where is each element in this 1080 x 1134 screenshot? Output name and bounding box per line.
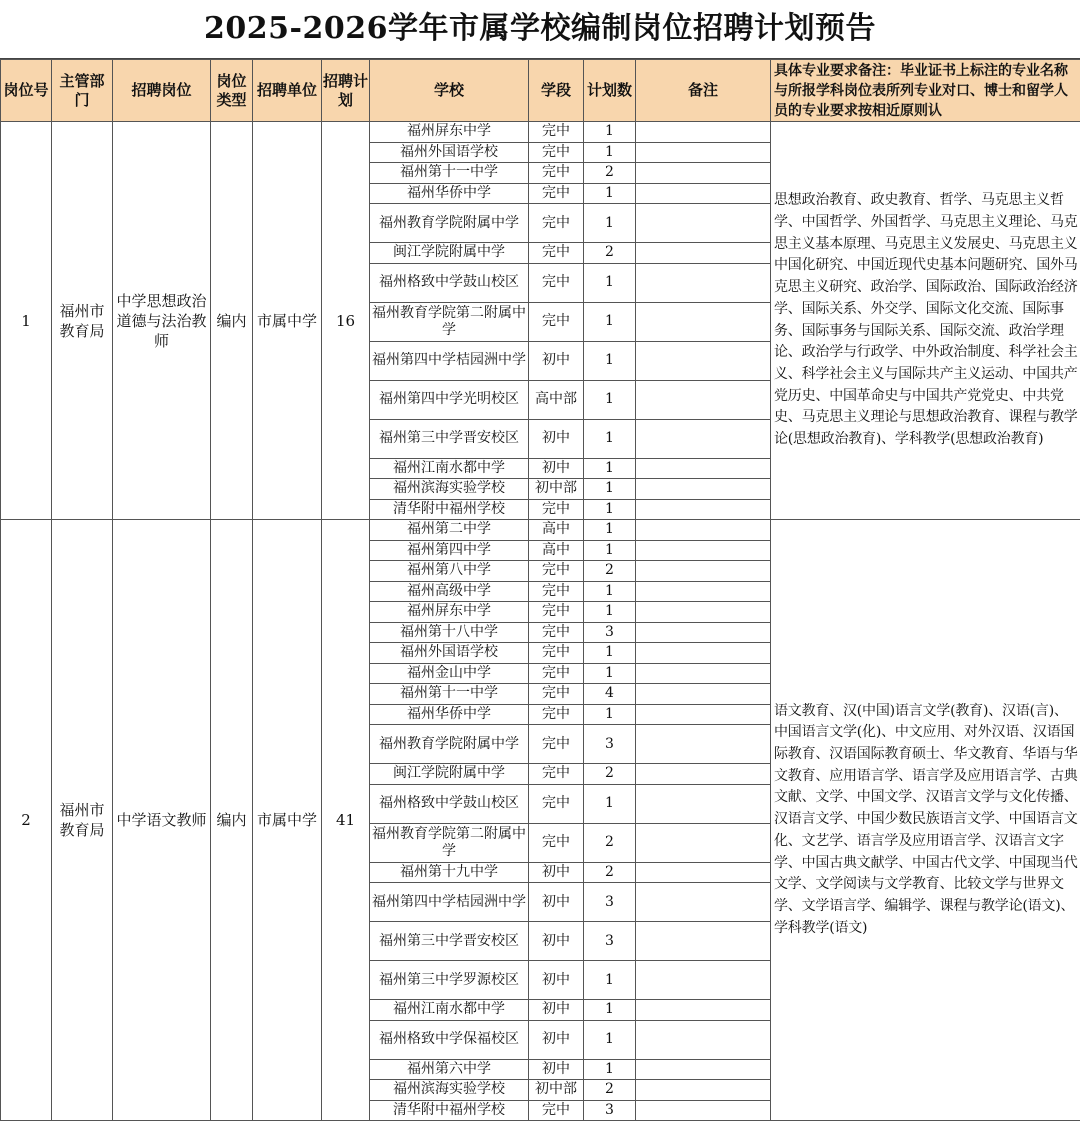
header-row — [1, 60, 1080, 122]
remark-cell — [636, 499, 771, 520]
header-major-note: 具体专业要求备注：毕业证书上标注的专业名称与所报学科岗位表所列专业对口、博士和留学人员的专业要求按相近原则认 — [771, 60, 1080, 122]
major-requirement-cell: 思想政治教育、政史教育、哲学、马克思主义哲学、中国哲学、外国哲学、马克思主义理论、马克思主义基本原理、马克思主义发展史、马克思主义中国化研究、中国近现代史基本问题研究、国外马克思主义研究、政治学、国际政治、国际政治经济学、国际关系、外交学、国际文化交流、国际事务、国际事务与国际关系、国际交流、政治学理论、政治学与行政学、中外政治制度、科学社会主义、科学社会主义与国际共产主义运动、中国共产党历史、中国革命史与中国共产党党史、中共党史、马克思主义理论与思想政治教育、课程与教学论(思想政治教育)、学科教学(思想政治教育) — [771, 122, 1080, 520]
department-cell: 福州市教育局 — [52, 122, 113, 520]
stage-cell: 完中 — [529, 561, 584, 582]
remark-cell — [636, 263, 771, 302]
school-cell: 福州第十九中学 — [370, 862, 529, 883]
remark-cell — [636, 823, 771, 862]
count-cell: 2 — [584, 243, 636, 264]
header-count: 计划数 — [584, 60, 636, 122]
school-cell: 福州外国语学校 — [370, 142, 529, 163]
count-cell: 1 — [584, 643, 636, 664]
count-cell: 1 — [584, 1059, 636, 1080]
header-stage: 学段 — [529, 60, 584, 122]
count-cell: 1 — [584, 704, 636, 725]
school-cell: 福州第十一中学 — [370, 684, 529, 705]
count-cell: 1 — [584, 540, 636, 561]
count-cell: 1 — [584, 784, 636, 823]
school-cell: 福州滨海实验学校 — [370, 479, 529, 500]
count-cell: 1 — [584, 204, 636, 243]
remark-cell — [636, 622, 771, 643]
post-type-cell: 编内 — [211, 122, 253, 520]
header-plan: 招聘计划 — [322, 60, 370, 122]
school-cell: 闽江学院附属中学 — [370, 764, 529, 785]
remark-cell — [636, 142, 771, 163]
school-cell: 福州第三中学晋安校区 — [370, 419, 529, 458]
remark-cell — [636, 1000, 771, 1021]
stage-cell: 初中部 — [529, 1080, 584, 1101]
school-cell: 福州江南水都中学 — [370, 1000, 529, 1021]
count-cell: 1 — [584, 663, 636, 684]
school-cell: 福州教育学院第二附属中学 — [370, 302, 529, 341]
stage-cell: 完中 — [529, 302, 584, 341]
count-cell: 1 — [584, 499, 636, 520]
school-cell: 福州第二中学 — [370, 520, 529, 541]
school-cell: 福州第八中学 — [370, 561, 529, 582]
school-cell: 闽江学院附属中学 — [370, 243, 529, 264]
remark-cell — [636, 380, 771, 419]
post-no-cell: 2 — [1, 520, 52, 1121]
school-cell: 福州第十八中学 — [370, 622, 529, 643]
remark-cell — [636, 458, 771, 479]
school-cell: 福州第三中学晋安校区 — [370, 922, 529, 961]
count-cell: 1 — [584, 602, 636, 623]
remark-cell — [636, 163, 771, 184]
plan-cell: 16 — [322, 122, 370, 520]
school-cell: 福州华侨中学 — [370, 183, 529, 204]
remark-cell — [636, 1020, 771, 1059]
count-cell: 1 — [584, 263, 636, 302]
school-cell: 福州第四中学 — [370, 540, 529, 561]
remark-cell — [636, 764, 771, 785]
stage-cell: 高中 — [529, 520, 584, 541]
remark-cell — [636, 663, 771, 684]
header-post-type: 岗位类型 — [211, 60, 253, 122]
school-cell: 福州金山中学 — [370, 663, 529, 684]
school-cell: 福州屏东中学 — [370, 602, 529, 623]
count-cell: 1 — [584, 183, 636, 204]
stage-cell: 完中 — [529, 704, 584, 725]
stage-cell: 初中 — [529, 1059, 584, 1080]
school-cell: 福州滨海实验学校 — [370, 1080, 529, 1101]
stage-cell: 完中 — [529, 784, 584, 823]
header-unit: 招聘单位 — [253, 60, 322, 122]
table-row — [1, 122, 1080, 143]
count-cell: 1 — [584, 142, 636, 163]
position-cell: 中学思想政治道德与法治教师 — [113, 122, 211, 520]
remark-cell — [636, 540, 771, 561]
count-cell: 1 — [584, 581, 636, 602]
school-cell: 清华附中福州学校 — [370, 499, 529, 520]
position-cell: 中学语文教师 — [113, 520, 211, 1121]
school-cell: 福州第四中学桔园洲中学 — [370, 883, 529, 922]
count-cell: 1 — [584, 458, 636, 479]
remark-cell — [636, 643, 771, 664]
count-cell: 2 — [584, 764, 636, 785]
school-cell: 福州格致中学保福校区 — [370, 1020, 529, 1059]
school-cell: 福州第六中学 — [370, 1059, 529, 1080]
count-cell: 1 — [584, 520, 636, 541]
count-cell: 2 — [584, 163, 636, 184]
school-cell: 福州第三中学罗源校区 — [370, 961, 529, 1000]
stage-cell: 初中 — [529, 341, 584, 380]
count-cell: 3 — [584, 883, 636, 922]
stage-cell: 高中部 — [529, 380, 584, 419]
count-cell: 3 — [584, 622, 636, 643]
school-cell: 福州高级中学 — [370, 581, 529, 602]
stage-cell: 完中 — [529, 684, 584, 705]
header-department: 主管部门 — [52, 60, 113, 122]
stage-cell: 初中 — [529, 458, 584, 479]
table-row — [1, 520, 1080, 541]
count-cell: 1 — [584, 302, 636, 341]
remark-cell — [636, 862, 771, 883]
major-requirement-cell: 语文教育、汉(中国)语言文学(教育)、汉语(言)、中国语言文学(化)、中文应用、对外汉语、汉语国际教育、汉语国际教育硕士、华文教育、华语与华文教育、应用语言学、语言学及应用语言学、古典文献、文学、中国文学、汉语言文学与文化传播、汉语言文学、中国少数民族语言文学、中国语言文化、文艺学、语言学及应用语言学、汉语言文字学、中国古典文献学、中国古代文学、中国现当代文学、文学阅读与文学教育、比较文学与世界文学、文学语言学、编辑学、课程与教学论(语文)、学科教学(语文) — [771, 520, 1080, 1121]
stage-cell: 初中 — [529, 419, 584, 458]
remark-cell — [636, 479, 771, 500]
count-cell: 3 — [584, 725, 636, 764]
school-cell: 福州教育学院第二附属中学 — [370, 823, 529, 862]
page-title: 2025-2026学年市属学校编制岗位招聘计划预告 — [0, 0, 1080, 59]
remark-cell — [636, 1080, 771, 1101]
stage-cell: 完中 — [529, 622, 584, 643]
stage-cell: 完中 — [529, 243, 584, 264]
count-cell: 2 — [584, 823, 636, 862]
remark-cell — [636, 122, 771, 143]
remark-cell — [636, 581, 771, 602]
plan-cell: 41 — [322, 520, 370, 1121]
remark-cell — [636, 243, 771, 264]
stage-cell: 初中 — [529, 961, 584, 1000]
school-cell: 福州教育学院附属中学 — [370, 204, 529, 243]
stage-cell: 完中 — [529, 725, 584, 764]
stage-cell: 初中 — [529, 883, 584, 922]
stage-cell: 初中部 — [529, 479, 584, 500]
stage-cell: 初中 — [529, 1020, 584, 1059]
school-cell: 福州第十一中学 — [370, 163, 529, 184]
remark-cell — [636, 520, 771, 541]
school-cell: 福州教育学院附属中学 — [370, 725, 529, 764]
remark-cell — [636, 419, 771, 458]
post-no-cell: 1 — [1, 122, 52, 520]
remark-cell — [636, 1059, 771, 1080]
unit-cell: 市属中学 — [253, 520, 322, 1121]
remark-cell — [636, 784, 771, 823]
stage-cell: 完中 — [529, 764, 584, 785]
stage-cell: 完中 — [529, 142, 584, 163]
table-body — [1, 122, 1080, 1121]
school-cell: 福州格致中学鼓山校区 — [370, 784, 529, 823]
remark-cell — [636, 302, 771, 341]
remark-cell — [636, 704, 771, 725]
count-cell: 1 — [584, 1020, 636, 1059]
count-cell: 1 — [584, 341, 636, 380]
remark-cell — [636, 183, 771, 204]
stage-cell: 完中 — [529, 1100, 584, 1121]
count-cell: 1 — [584, 122, 636, 143]
count-cell: 4 — [584, 684, 636, 705]
stage-cell: 完中 — [529, 122, 584, 143]
stage-cell: 完中 — [529, 643, 584, 664]
stage-cell: 完中 — [529, 663, 584, 684]
post-type-cell: 编内 — [211, 520, 253, 1121]
stage-cell: 高中 — [529, 540, 584, 561]
school-cell: 清华附中福州学校 — [370, 1100, 529, 1121]
remark-cell — [636, 883, 771, 922]
remark-cell — [636, 961, 771, 1000]
stage-cell: 完中 — [529, 823, 584, 862]
count-cell: 3 — [584, 922, 636, 961]
count-cell: 1 — [584, 380, 636, 419]
count-cell: 3 — [584, 1100, 636, 1121]
count-cell: 2 — [584, 561, 636, 582]
recruitment-table — [0, 59, 1080, 1121]
count-cell: 1 — [584, 419, 636, 458]
school-cell: 福州屏东中学 — [370, 122, 529, 143]
count-cell: 1 — [584, 1000, 636, 1021]
count-cell: 1 — [584, 961, 636, 1000]
stage-cell: 完中 — [529, 602, 584, 623]
stage-cell: 初中 — [529, 922, 584, 961]
remark-cell — [636, 602, 771, 623]
school-cell: 福州江南水都中学 — [370, 458, 529, 479]
remark-cell — [636, 725, 771, 764]
school-cell: 福州第四中学光明校区 — [370, 380, 529, 419]
header-school: 学校 — [370, 60, 529, 122]
department-cell: 福州市教育局 — [52, 520, 113, 1121]
unit-cell: 市属中学 — [253, 122, 322, 520]
remark-cell — [636, 922, 771, 961]
header-position: 招聘岗位 — [113, 60, 211, 122]
header-remark: 备注 — [636, 60, 771, 122]
school-cell: 福州华侨中学 — [370, 704, 529, 725]
stage-cell: 完中 — [529, 163, 584, 184]
stage-cell: 完中 — [529, 204, 584, 243]
stage-cell: 初中 — [529, 862, 584, 883]
remark-cell — [636, 1100, 771, 1121]
school-cell: 福州格致中学鼓山校区 — [370, 263, 529, 302]
school-cell: 福州第四中学桔园洲中学 — [370, 341, 529, 380]
stage-cell: 初中 — [529, 1000, 584, 1021]
header-post-no: 岗位号 — [1, 60, 52, 122]
stage-cell: 完中 — [529, 183, 584, 204]
remark-cell — [636, 684, 771, 705]
count-cell: 2 — [584, 1080, 636, 1101]
remark-cell — [636, 561, 771, 582]
school-cell: 福州外国语学校 — [370, 643, 529, 664]
stage-cell: 完中 — [529, 263, 584, 302]
stage-cell: 完中 — [529, 581, 584, 602]
remark-cell — [636, 341, 771, 380]
count-cell: 2 — [584, 862, 636, 883]
remark-cell — [636, 204, 771, 243]
count-cell: 1 — [584, 479, 636, 500]
stage-cell: 完中 — [529, 499, 584, 520]
